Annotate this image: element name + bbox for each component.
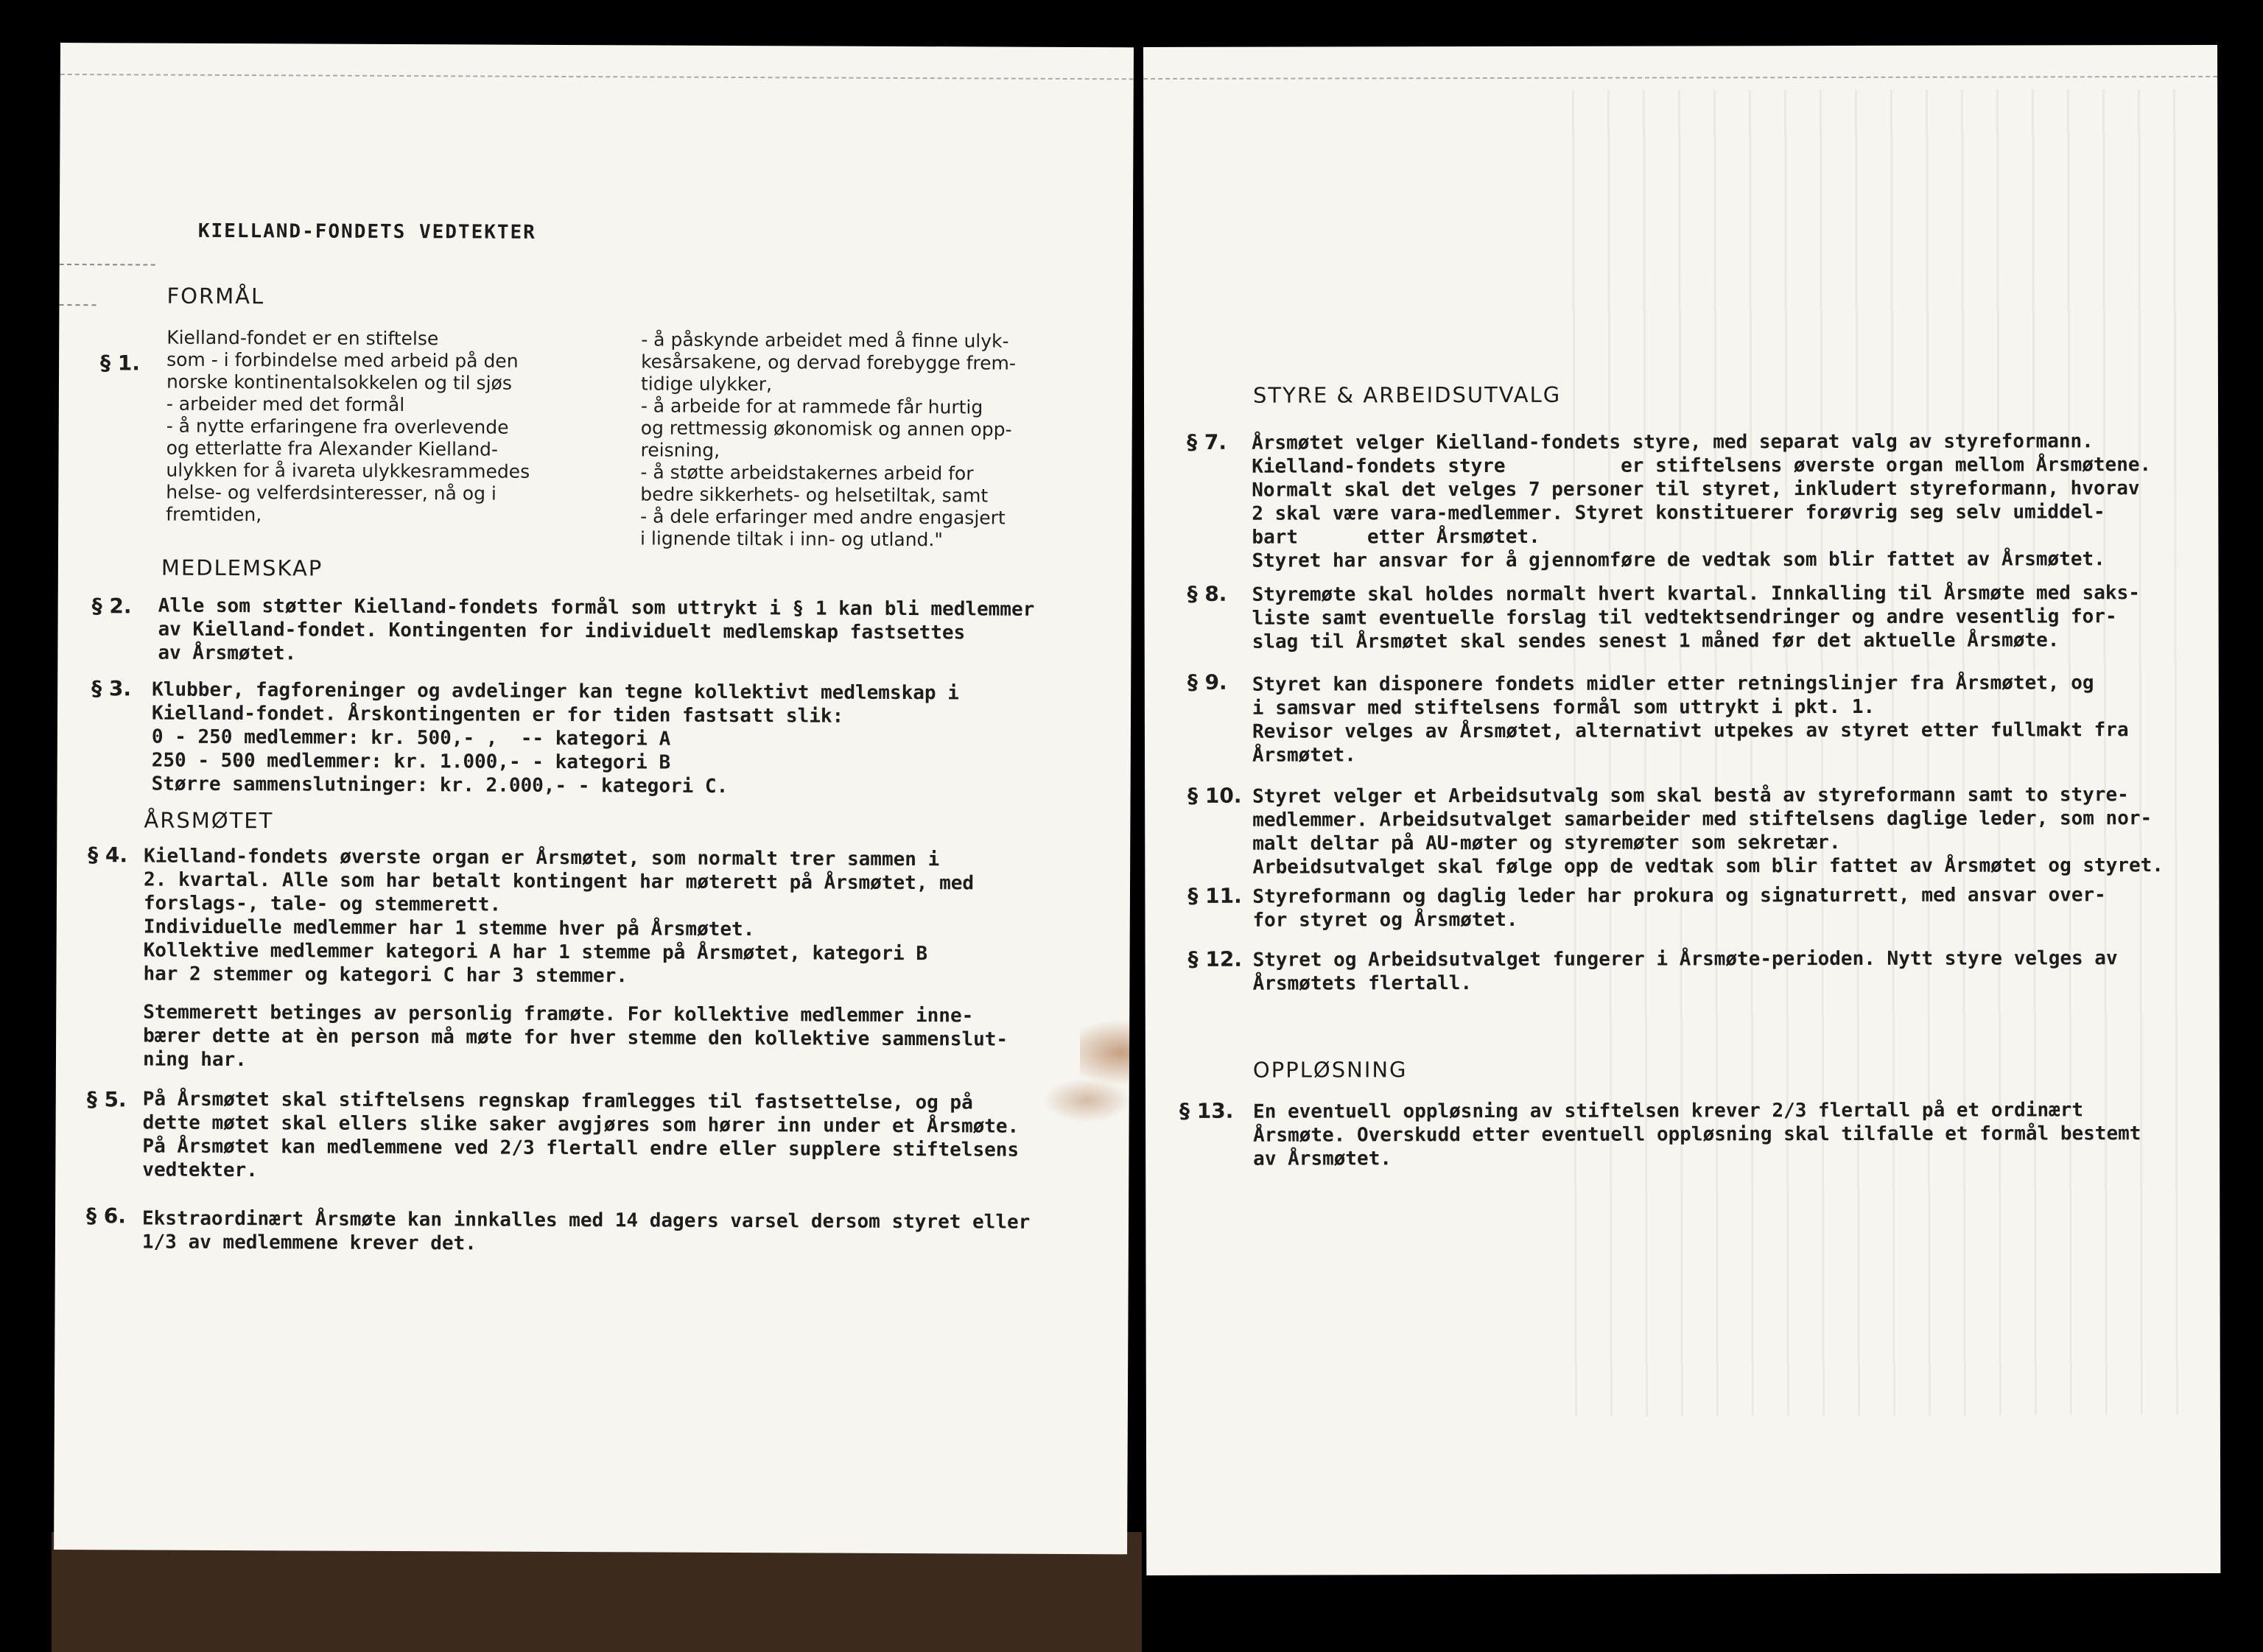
section-number: § 13. xyxy=(1179,1098,1234,1123)
section-4-text: Kielland-fondets øverste organ er Årsmøtet, som normalt trer sammen i 2. kvartal. Alle som har betalt kontingent har møterett på Årsmøtet, med forslags-, tale- og stemmerett. Individuelle medlemmer har 1 stemme hver på Årsmøtet. Kollektive medlemmer kategori A har 1 stemme på Årsmøtet, kategori B har 2 stemmer og kategori C har 3 stemmer. xyxy=(143,845,975,988)
section-number: § 9. xyxy=(1187,669,1227,695)
section-4-text-voting: Stemmerett betinges av personlig framøte. For kollektive medlemmer inne- bærer dette at èn person må møte for hver stemme den kollektive sammenslut- ning har. xyxy=(142,1001,1008,1072)
section-number: § 12. xyxy=(1187,946,1242,971)
section-number: § 8. xyxy=(1187,581,1227,606)
section-2-text: Alle som støtter Kielland-fondets formål som uttrykt i § 1 kan bli medlemmer av Kielland-fondet. Kontingenten for individuelt medlemskap fastsettes av Årsmøtet. xyxy=(158,594,1035,665)
section-number: § 6. xyxy=(85,1203,126,1229)
section-10-text: Styret velger et Arbeidsutvalg som skal bestå av styreformann samt to styre- medlemmer. Arbeidsutvalget samarbeider med stiftelsens daglige leder, som nor- malt deltar på AU-møter og styremøter som sekretær. Arbeidsutvalget skal følge opp de vedtak som blir fattet av Årsmøtet og styret. xyxy=(1252,784,2164,879)
fold-line xyxy=(60,74,1134,80)
section-7-text: Årsmøtet velger Kielland-fondets styre, med separat valg av styreformann. Kielland-fondets styre er stiftelsens øverste organ mellom Årsmøtene. Normalt skal det velges 7 personer til styret, inkludert styreformann, hvorav 2 skal være vara-medlemmer. Styret konstituerer forøvrig seg selv umiddel- bart etter Årsmøtet. Styret har ansvar for å gjennomføre de vedtak som blir fattet av Årsmøtet. xyxy=(1252,430,2152,572)
fold-line xyxy=(1143,76,2217,80)
margin-mark xyxy=(60,264,155,266)
section-9-text: Styret kan disponere fondets midler etter retningslinjer fra Årsmøtet, og i samsvar med stiftelsens formål som uttrykt i pkt. 1. Revisor velges av Årsmøtet, alternativt utpekes av styret etter fullmakt fra Årsmøtet. xyxy=(1252,672,2129,767)
section-3-text: Klubber, fagforeninger og avdelinger kan tegne kollektivt medlemskap i Kielland-fondet. Årskontingenten er for tiden fastsatt slik: 0 - 250 medlemmer: kr. 500,- , -- kategori A 250 - 500 medlemmer: kr. 1.000,- - kategori B Større sammenslutninger: kr. 2.000,- - kategori C. xyxy=(151,678,959,798)
section-5-text: På Årsmøtet skal stiftelsens regnskap framlegges til fastsettelse, og på dette møtet skal ellers slike saker avgjøres som hører inn under et Årsmøte. På Årsmøtet kan medlemmene ved 2/3 flertall endre eller supplere stiftelsens vedtekter. xyxy=(142,1088,1020,1182)
margin-mark xyxy=(59,304,96,306)
section-12-text: Styret og Arbeidsutvalget fungerer i Årsmøte-perioden. Nytt styre velges av Årsmøtets flertall. xyxy=(1252,947,2118,995)
section-number: § 7. xyxy=(1187,429,1227,454)
left-page xyxy=(54,43,1134,1554)
section-heading-opplosning: OPPLØSNING xyxy=(1252,1057,1408,1083)
stain-mark xyxy=(1080,1019,1134,1086)
section-number: § 1. xyxy=(100,351,141,376)
section-number: § 5. xyxy=(86,1087,127,1112)
section-11-text: Styreformann og daglig leder har prokura og signaturrett, med ansvar over- for styret og Årsmøtet. xyxy=(1252,884,2106,932)
right-page xyxy=(1143,45,2220,1575)
section-number: § 2. xyxy=(91,594,132,619)
section-heading-arsmotet: ÅRSMØTET xyxy=(144,807,274,834)
section-heading-medlemskap: MEDLEMSKAP xyxy=(161,555,323,581)
section-13-text: En eventuell oppløsning av stiftelsen krever 2/3 flertall på et ordinært Årsmøte. Overskudd etter eventuell oppløsning skal tilfalle et formål bestemt av Årsmøtet. xyxy=(1252,1099,2141,1170)
document-title: KIELLAND-FONDETS VEDTEKTER xyxy=(197,219,536,244)
section-6-text: Ekstraordinært Årsmøte kan innkalles med 14 dagers varsel dersom styret eller 1/3 av medlemmene krever det. xyxy=(141,1207,1031,1255)
section-heading-styre: STYRE & ARBEIDSUTVALG xyxy=(1252,382,1562,408)
section-number: § 3. xyxy=(91,676,132,701)
stain-mark xyxy=(1043,1078,1132,1123)
section-number: § 4. xyxy=(88,843,128,868)
formal-column-1: Kielland-fondet er en stiftelse som - i forbindelse med arbeid på den norske kontinentalsokkelen og til sjøs - arbeider med det formål - å nytte erfaringene fra overlevende og etterlatte fra Alexander Kielland- ulykken for å ivareta ulykkesrammedes helse- og velferdsinteresser, nå og i fremtiden, xyxy=(166,326,530,526)
section-number: § 10. xyxy=(1187,783,1242,808)
section-heading-formal: FORMÅL xyxy=(166,283,265,309)
section-number: § 11. xyxy=(1187,883,1242,908)
formal-column-2: - å påskynde arbeidet med å finne ulyk- kesårsakene, og dervad forebygge frem- tidige ulykker, - å arbeide for at rammede får hurtig og rettmessig økonomisk og annen opp- reisning, - å støtte arbeidstakernes arbeid for bedre sikkerhets- og helsetiltak, samt - å dele erfaringer med andre engasjert i lignende tiltak i inn- og utland." xyxy=(640,328,1017,551)
section-8-text: Styremøte skal holdes normalt hvert kvartal. Innkalling til Årsmøte med saks- liste samt eventuelle forslag til vedtektsendringer og andre vesentlig for- slag til Årsmøtet skal sendes senest 1 måned før det aktuelle Årsmøte. xyxy=(1252,582,2140,653)
